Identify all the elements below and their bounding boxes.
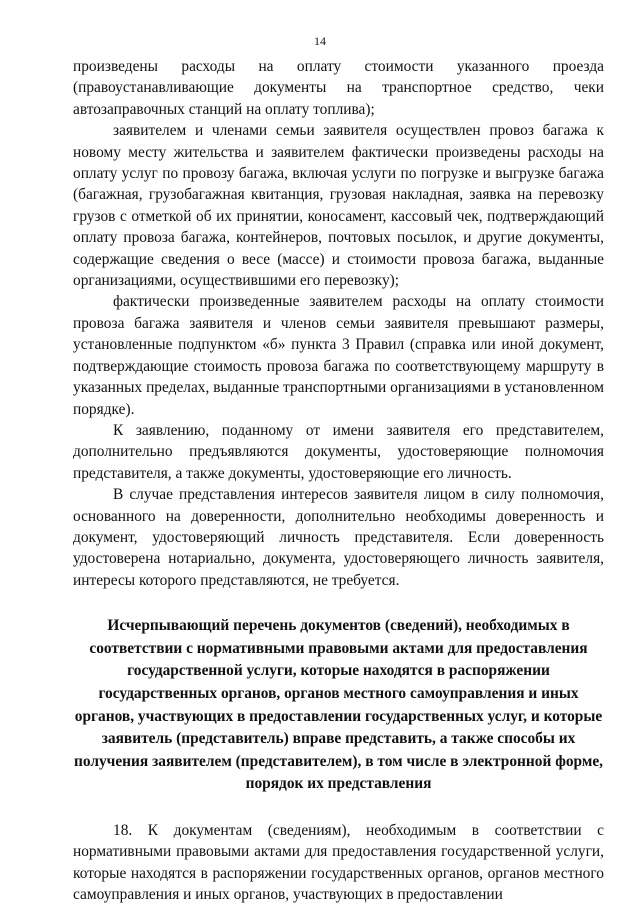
page-number: 14 bbox=[314, 34, 326, 48]
paragraph-baggage-transport: заявителем и членами семьи заявителя осуществлен провоз багажа к новому месту жительства и заявителем фактически произведены расходы на оплату услуг по провозу багажа, включая услуги по погрузке и выгрузке багажа (багажная, грузобагажная квитанция, грузовая накладная, заявка на перевозку грузов с отметкой об их принятии, коносамент, кассовый чек, подтверждающий оплату провоза багажа, контейнеров, почтовых посылок, и другие документы, содержащие сведения о весе (массе) и стоимости провоза багажа, выданные организациями, осуществившими его перевозку); bbox=[73, 122, 604, 290]
paragraph-power-of-attorney: В случае представления интересов заявителя лицом в силу полномочия, основанного на доверенности, дополнительно необходимы доверенность и документ, удостоверяющий личность представителя. Если доверенность удостоверена нотариально, документа, удостоверяющего личность заявителя, интересы которого представляются, не требуется. bbox=[73, 486, 604, 589]
paragraph-18: 18. К документам (сведениям), необходимым в соответствии с нормативными правовыми актами для предоставления государственной услуги, которые находятся в распоряжении государственных органов, органов местного самоуправления и иных органов, участвующих в предоставлении bbox=[73, 821, 604, 904]
section-heading: Исчерпывающий перечень документов (сведений), необходимых в соответствии с нормативными правовыми актами для предоставления государственной услуги, которые находятся в распоряжении государственных органов, органов местного самоуправления и иных органов, участвующих в предоставлении государственных услуг, и которые заявитель (представитель) вправе представить, а также способы их получения заявителем (представителем), в том числе в электронной форме, порядок их представления bbox=[73, 617, 604, 793]
paragraph-baggage-excess: фактически произведенные заявителем расходы на оплату стоимости провоза багажа заявителя и членов семьи заявителя превышают размеры, установленные подпунктом «б» пункта 3 Правил (справка или иной документ, подтверждающие стоимость провоза багажа по соответствующему маршруту в указанных пределах, выданные транспортными организациями в установленном порядке). bbox=[73, 293, 604, 418]
document-body bbox=[73, 56, 604, 906]
paragraph-travel-expenses: произведены расходы на оплату стоимости указанного проезда (правоустанавливающие документы на транспортное средство, чеки автозаправочных станций на оплату топлива); bbox=[73, 58, 604, 118]
paragraph-representative-documents: К заявлению, поданному от имени заявителя его представителем, дополнительно предъявляются документы, удостоверяющие полномочия представителя, а также документы, удостоверяющие его личность. bbox=[73, 421, 604, 482]
